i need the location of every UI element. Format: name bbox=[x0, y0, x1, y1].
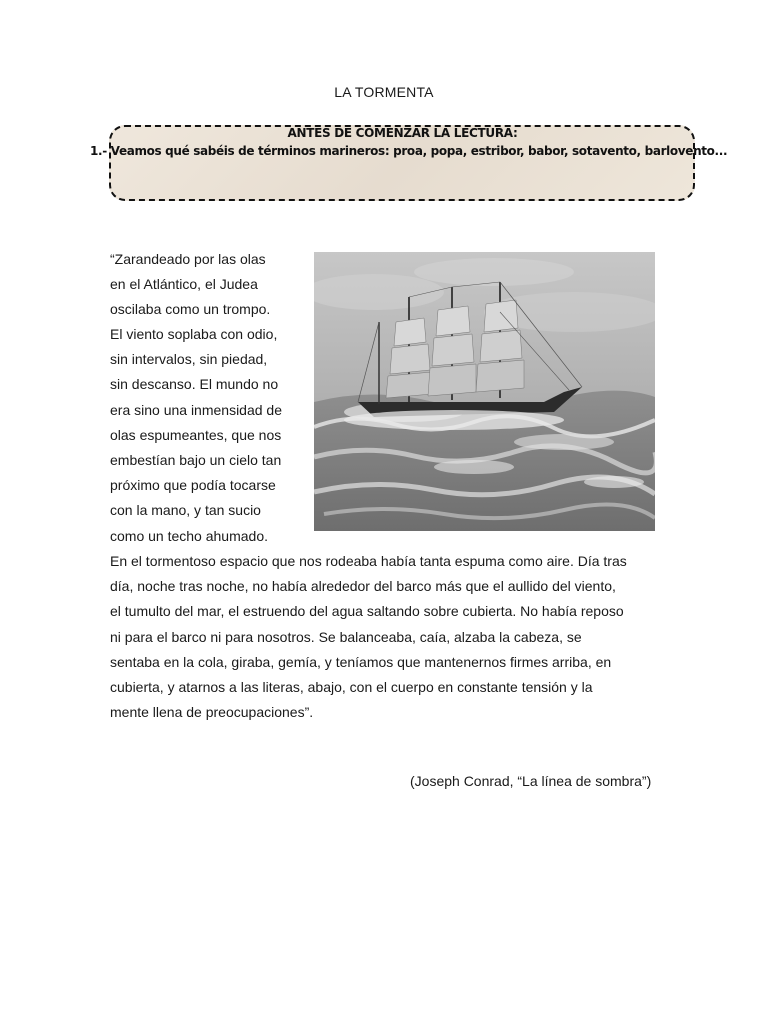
text-line: El viento soplaba con odio, bbox=[110, 326, 278, 342]
text-line: era sino una inmensidad de bbox=[110, 402, 283, 418]
pre-reading-question: 1.- Veamos qué sabéis de términos marineros: proa, popa, estribor, babor, sotavento, barlovento... bbox=[90, 144, 728, 158]
text-line: cubierta, y atarnos a las literas, abajo, con el cuerpo en constante tensión y la bbox=[110, 679, 593, 695]
text-line: en el Atlántico, el Judea bbox=[110, 276, 258, 292]
text-line: oscilaba como un trompo. bbox=[110, 301, 271, 317]
text-line: próximo que podía tocarse bbox=[110, 477, 276, 493]
text-line: embestían bajo un cielo tan bbox=[110, 452, 282, 468]
text-line: “Zarandeado por las olas bbox=[110, 251, 266, 267]
text-line: el tumulto del mar, el estruendo del agua saltando sobre cubierta. No había reposo bbox=[110, 603, 624, 619]
ship-storm-image bbox=[314, 252, 655, 531]
text-line: como un techo ahumado. bbox=[110, 528, 268, 544]
text-line: sin intervalos, sin piedad, bbox=[110, 351, 268, 367]
pre-reading-heading: ANTES DE COMENZAR LA LECTURA: bbox=[287, 126, 518, 140]
text-line: mente llena de preocupaciones”. bbox=[110, 704, 314, 720]
page-title: LA TORMENTA bbox=[334, 84, 434, 100]
text-line: ni para el barco ni para nosotros. Se balanceaba, caía, alzaba la cabeza, se bbox=[110, 629, 582, 645]
text-line: día, noche tras noche, no había alrededor del barco más que el aullido del viento, bbox=[110, 578, 616, 594]
quote-credit: (Joseph Conrad, “La línea de sombra”) bbox=[410, 773, 652, 789]
text-line: con la mano, y tan sucio bbox=[110, 502, 261, 518]
text-line: sentaba en la cola, giraba, gemía, y teníamos que mantenernos firmes arriba, en bbox=[110, 654, 612, 670]
text-line: sin descanso. El mundo no bbox=[110, 376, 279, 392]
text-line: En el tormentoso espacio que nos rodeaba había tanta espuma como aire. Día tras bbox=[110, 553, 627, 569]
text-line: olas espumeantes, que nos bbox=[110, 427, 282, 443]
